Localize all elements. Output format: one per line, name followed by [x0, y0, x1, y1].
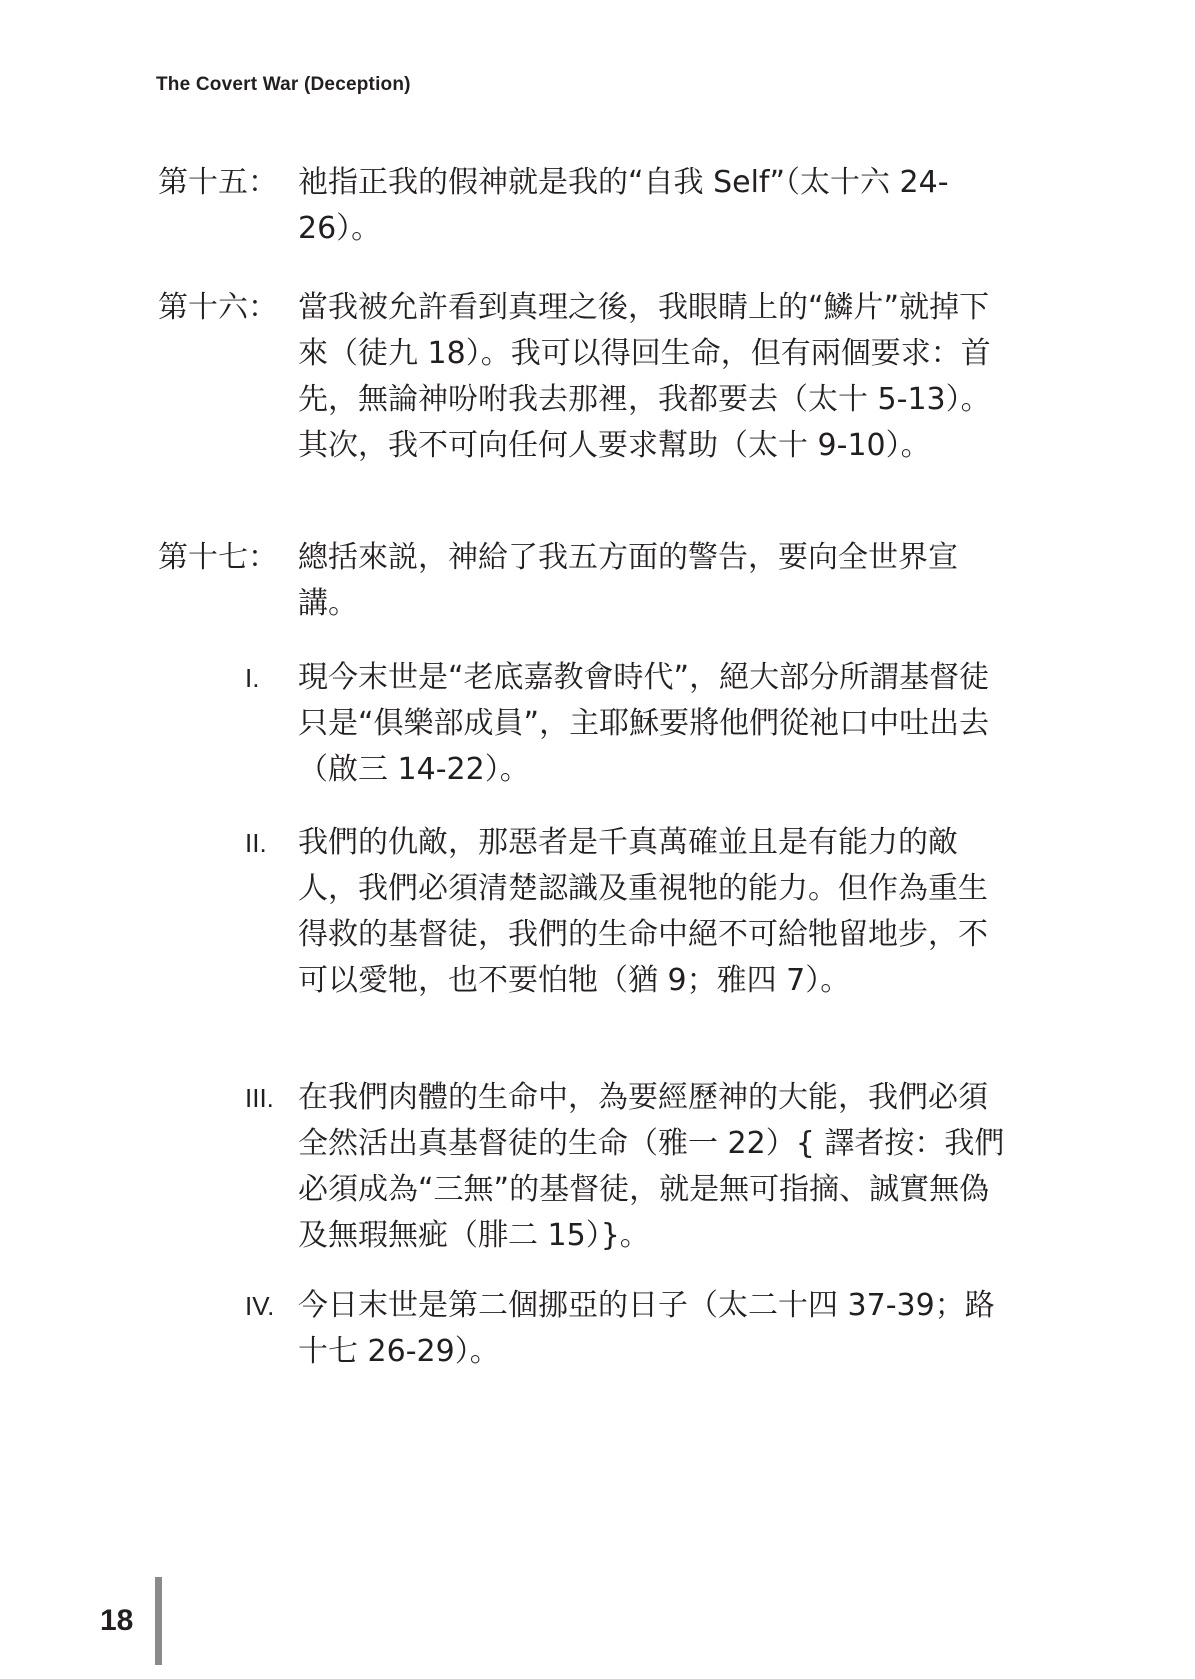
item-number: II. [245, 828, 267, 858]
entry-label: 第十五： [158, 165, 278, 200]
item-text: 今日末世是第二個挪亞的日子（太二十四 37-39；路十七 26-29）。 [298, 1288, 995, 1369]
item-number: IV. [245, 1291, 275, 1321]
entry-label: 第十六： [158, 290, 278, 325]
running-header: The Covert War (Deception) [156, 74, 411, 95]
item-number: III. [245, 1083, 274, 1113]
entry-text: 當我被允許看到真理之後，我眼睛上的“鱗片”就掉下來（徒九 18）。我可以得回生命，但有兩個要求：首先，無論神吩咐我去那裡，我都要去（太十 5-13）。其次，我不可向任何人要求幫助（太十 9-10）。 [298, 290, 991, 463]
warning-item-1 [245, 655, 1006, 793]
entry-15 [158, 160, 1006, 252]
footer-divider [155, 1577, 162, 1665]
item-text: 現今末世是“老底嘉教會時代”，絕大部分所謂基督徒只是“俱樂部成員”，主耶穌要將他們從祂口中吐出去（啟三 14-22）。 [298, 660, 990, 787]
warning-item-2 [245, 820, 1006, 1004]
entry-label: 第十七： [158, 540, 278, 575]
entry-17 [158, 535, 1006, 627]
warning-item-4 [245, 1283, 1006, 1375]
item-text: 在我們肉體的生命中，為要經歷神的大能，我們必須全然活出真基督徒的生命（雅一 22）{ 譯者按：我們必須成為“三無”的基督徒，就是無可指摘、誠實無偽及無瑕無疵（腓二 15）}。 [298, 1080, 1005, 1253]
entry-16 [158, 285, 1006, 469]
warning-item-3 [245, 1075, 1006, 1259]
page-number: 18 [100, 1604, 134, 1637]
item-number: I. [245, 663, 260, 693]
entry-text: 祂指正我的假神就是我的“自我 Self”（太十六 24-26）。 [298, 165, 949, 246]
entry-text: 總括來説，神給了我五方面的警告，要向全世界宣講。 [298, 540, 958, 621]
item-text: 我們的仇敵，那惡者是千真萬確並且是有能力的敵人，我們必須清楚認識及重視牠的能力。但作為重生得救的基督徒，我們的生命中絕不可給牠留地步，不可以愛牠，也不要怕牠（猶 9；雅四 7）。 [298, 825, 988, 998]
